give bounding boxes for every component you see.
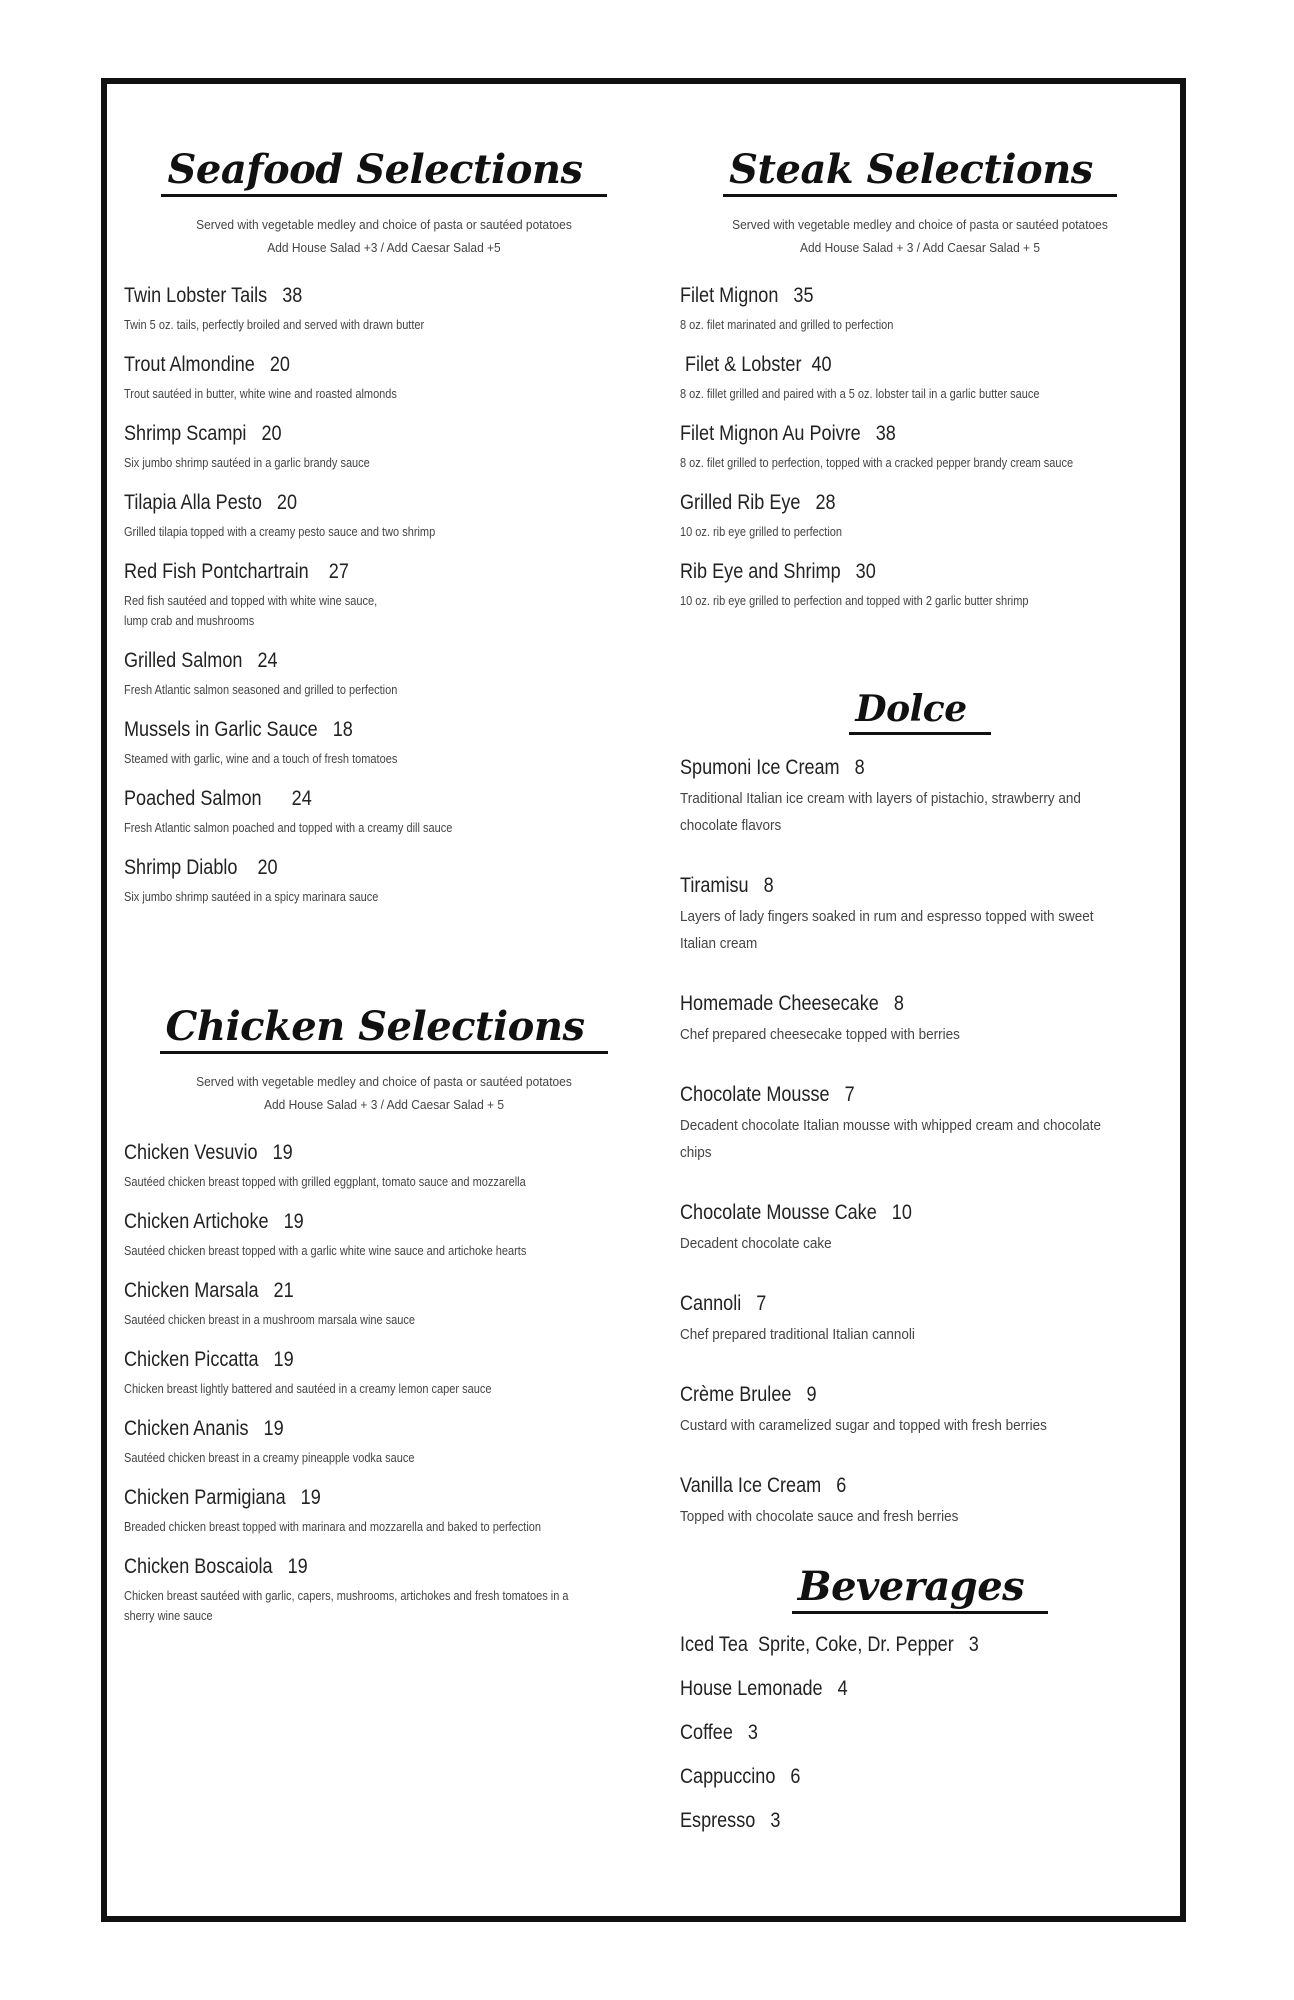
menu-item-name: Chicken Parmigiana 19 [124, 1486, 321, 1509]
menu-item [124, 717, 644, 769]
menu-item-description: Red fish sautéed and topped with white wine sauce, lump crab and mushrooms [124, 594, 378, 628]
menu-item [124, 1416, 644, 1468]
menu-item [680, 991, 1160, 1048]
menu-item-description: Decadent chocolate cake [680, 1234, 832, 1252]
menu-item-description: 8 oz. fillet grilled and paired with a 5 oz. lobster tail in a garlic butter sauce [680, 387, 1040, 401]
menu-item-description: Fresh Atlantic salmon poached and topped with a creamy dill sauce [124, 821, 453, 835]
menu-item-name: Chicken Piccatta 19 [124, 1348, 294, 1371]
menu-item-description: Chicken breast sautéed with garlic, capers, mushrooms, artichokes and fresh tomatoes in a sherry wine sauce [124, 1589, 569, 1623]
steak-addons-note: Add House Salad + 3 / Add Caesar Salad + 5 [799, 240, 1041, 255]
chicken-addons-note: Add House Salad + 3 / Add Caesar Salad + 5 [263, 1097, 505, 1112]
menu-item-name: Filet Mignon Au Poivre 38 [680, 422, 896, 445]
menu-item-name: Chicken Ananis 19 [124, 1417, 284, 1440]
steak-heading: Steak Selections [723, 148, 1117, 197]
menu-item-name: Spumoni Ice Cream 8 [680, 755, 865, 779]
menu-item-name: Chicken Artichoke 19 [124, 1210, 304, 1233]
menu-item-description: Trout sautéed in butter, white wine and roasted almonds [124, 387, 397, 401]
menu-item-description: Fresh Atlantic salmon seasoned and grilled to perfection [124, 683, 398, 697]
menu-item [124, 283, 644, 335]
menu-item [680, 352, 1160, 404]
menu-item [680, 1764, 1160, 1790]
menu-item [124, 1278, 644, 1330]
menu-item-description: Chicken breast lightly battered and sautéed in a creamy lemon caper sauce [124, 1382, 492, 1396]
menu-item-name: Shrimp Diablo 20 [124, 856, 278, 879]
menu-item [680, 873, 1160, 957]
menu-item [680, 1382, 1160, 1439]
beverages-section [680, 1565, 1160, 1852]
menu-item-name: Chicken Marsala 21 [124, 1279, 294, 1302]
menu-item-name: House Lemonade 4 [680, 1677, 848, 1700]
dolce-items [680, 755, 1160, 1530]
menu-item-name: Grilled Salmon 24 [124, 649, 278, 672]
menu-item-description: Twin 5 oz. tails, perfectly broiled and served with drawn butter [124, 318, 425, 332]
menu-item [680, 1200, 1160, 1257]
chicken-heading: Chicken Selections [160, 1005, 609, 1054]
beverages-items [680, 1632, 1160, 1834]
menu-item [680, 559, 1160, 611]
menu-item-name: Chocolate Mousse 7 [680, 1082, 855, 1106]
menu-item-name: Filet & Lobster 40 [680, 353, 832, 376]
menu-item [680, 1632, 1160, 1658]
menu-item [680, 1676, 1160, 1702]
chicken-items [124, 1140, 644, 1626]
menu-item [124, 1554, 644, 1626]
menu-item-description: Steamed with garlic, wine and a touch of fresh tomatoes [124, 752, 398, 766]
menu-item [124, 1140, 644, 1192]
menu-item-description: 10 oz. rib eye grilled to perfection and topped with 2 garlic butter shrimp [680, 594, 1029, 608]
dolce-heading: Dolce [849, 690, 990, 735]
menu-item [680, 1291, 1160, 1348]
menu-item [680, 1473, 1160, 1530]
menu-item [680, 1082, 1160, 1166]
menu-item-description: Sautéed chicken breast in a creamy pineapple vodka sauce [124, 1451, 415, 1465]
menu-item-description: Layers of lady fingers soaked in rum and espresso topped with sweet Italian cream [680, 907, 1094, 952]
menu-item [124, 786, 644, 838]
menu-item-name: Shrimp Scampi 20 [124, 422, 282, 445]
steak-items [680, 283, 1160, 611]
dolce-section [680, 690, 1160, 1564]
menu-item [124, 1347, 644, 1399]
menu-item-description: Sautéed chicken breast in a mushroom marsala wine sauce [124, 1313, 416, 1327]
menu-item-name: Chicken Vesuvio 19 [124, 1141, 293, 1164]
menu-item [680, 421, 1160, 473]
menu-item-name: Tiramisu 8 [680, 873, 774, 897]
chicken-section [124, 1005, 644, 1643]
seafood-items [124, 283, 644, 907]
menu-item-description: 8 oz. filet marinated and grilled to perfection [680, 318, 894, 332]
menu-item-description: Six jumbo shrimp sautéed in a spicy marinara sauce [124, 890, 379, 904]
menu-item [124, 1485, 644, 1537]
steak-served-note: Served with vegetable medley and choice of pasta or sautéed potatoes [732, 217, 1108, 232]
menu-item [680, 1720, 1160, 1746]
menu-item-name: Trout Almondine 20 [124, 353, 290, 376]
menu-item-name: Coffee 3 [680, 1721, 758, 1744]
menu-item-name: Espresso 3 [680, 1809, 781, 1832]
menu-item-name: Rib Eye and Shrimp 30 [680, 560, 876, 583]
menu-item-name: Mussels in Garlic Sauce 18 [124, 718, 353, 741]
menu-item [124, 559, 644, 631]
menu-item-description: Six jumbo shrimp sautéed in a garlic brandy sauce [124, 456, 370, 470]
menu-item-description: Custard with caramelized sugar and topped with fresh berries [680, 1416, 1047, 1434]
seafood-heading: Seafood Selections [161, 148, 606, 197]
menu-item-name: Vanilla Ice Cream 6 [680, 1473, 847, 1497]
menu-item [124, 1209, 644, 1261]
menu-item-name: Filet Mignon 35 [680, 284, 814, 307]
menu-item [124, 648, 644, 700]
menu-item-description: Sautéed chicken breast topped with grilled eggplant, tomato sauce and mozzarella [124, 1175, 526, 1189]
menu-item-description: Decadent chocolate Italian mousse with whipped cream and chocolate chips [680, 1116, 1102, 1161]
menu-item-name: Red Fish Pontchartrain 27 [124, 560, 349, 583]
menu-item [680, 1808, 1160, 1834]
menu-item-description: Chef prepared cheesecake topped with berries [680, 1025, 960, 1043]
menu-item-name: Grilled Rib Eye 28 [680, 491, 836, 514]
menu-item [680, 283, 1160, 335]
menu-item-name: Chocolate Mousse Cake 10 [680, 1200, 912, 1224]
seafood-section [124, 148, 644, 924]
seafood-addons-note: Add House Salad +3 / Add Caesar Salad +5 [267, 240, 501, 255]
menu-item-name: Cannoli 7 [680, 1291, 767, 1315]
menu-item-name: Poached Salmon 24 [124, 787, 312, 810]
menu-item-description: Grilled tilapia topped with a creamy pesto sauce and two shrimp [124, 525, 436, 539]
menu-item-name: Tilapia Alla Pesto 20 [124, 491, 298, 514]
menu-item-description: 8 oz. filet grilled to perfection, topped with a cracked pepper brandy cream sauce [680, 456, 1074, 470]
menu-item-name: Crème Brulee 9 [680, 1382, 817, 1406]
menu-item [680, 755, 1160, 839]
menu-item-description: Topped with chocolate sauce and fresh berries [680, 1507, 959, 1525]
menu-item [124, 490, 644, 542]
steak-section [680, 148, 1160, 628]
beverages-heading: Beverages [792, 1565, 1048, 1614]
menu-item-description: Chef prepared traditional Italian cannoli [680, 1325, 915, 1343]
menu-item-name: Homemade Cheesecake 8 [680, 991, 904, 1015]
seafood-served-note: Served with vegetable medley and choice of pasta or sautéed potatoes [196, 217, 572, 232]
menu-item-description: 10 oz. rib eye grilled to perfection [680, 525, 843, 539]
menu-item [124, 855, 644, 907]
menu-item-name: Chicken Boscaiola 19 [124, 1555, 308, 1578]
menu-item [680, 490, 1160, 542]
chicken-served-note: Served with vegetable medley and choice of pasta or sautéed potatoes [196, 1074, 572, 1089]
menu-item-name: Cappuccino 6 [680, 1765, 801, 1788]
menu-item [124, 421, 644, 473]
menu-item-name: Iced Tea Sprite, Coke, Dr. Pepper 3 [680, 1633, 979, 1656]
menu-item-name: Twin Lobster Tails 38 [124, 284, 303, 307]
menu-item-description: Traditional Italian ice cream with layers of pistachio, strawberry and chocolate flavors [680, 789, 1081, 834]
menu-item-description: Breaded chicken breast topped with marinara and mozzarella and baked to perfection [124, 1520, 542, 1534]
menu-item-description: Sautéed chicken breast topped with a garlic white wine sauce and artichoke hearts [124, 1244, 527, 1258]
menu-item [124, 352, 644, 404]
